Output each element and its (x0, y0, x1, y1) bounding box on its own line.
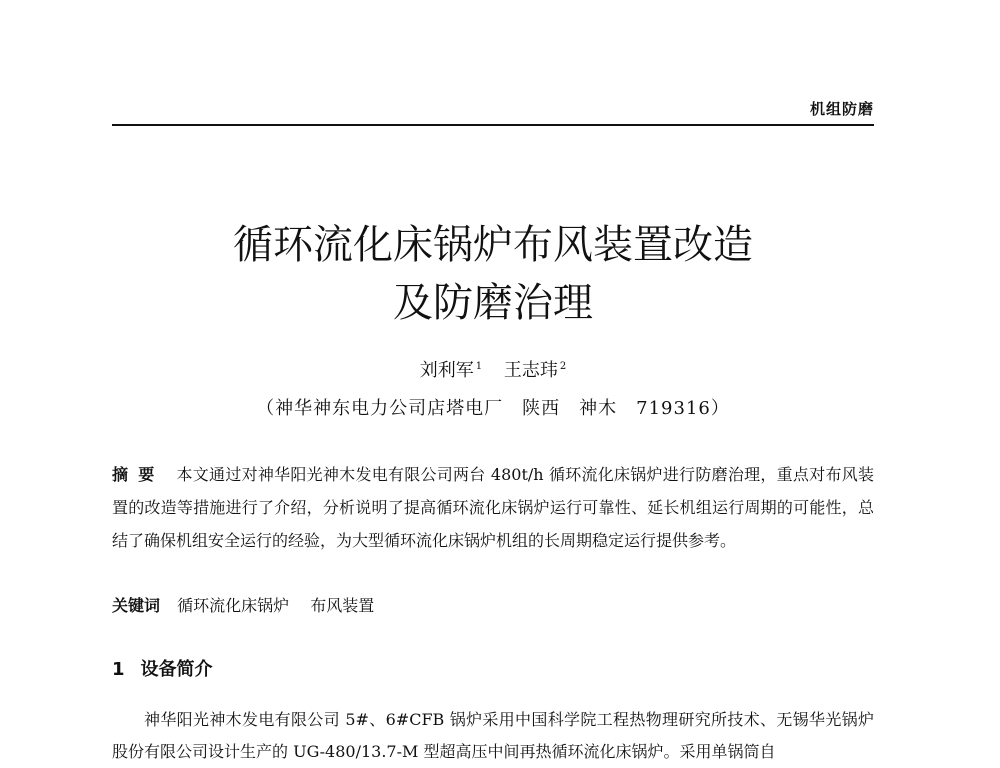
abstract (112, 458, 874, 557)
abstract-text: 本文通过对神华阳光神木发电有限公司两台 480t/h 循环流化床锅炉进行防磨治理，重点对布风装置的改造等措施进行了介绍，分析说明了提高循环流化床锅炉运行可靠性、延长机组运行周期的可能性，总结了确保机组安全运行的经验，为大型循环流化床锅炉机组的长周期稳定运行提供参考。 (112, 465, 874, 550)
running-header: 机组防磨 (809, 100, 874, 118)
keyword-1: 循环流化床锅炉 (177, 596, 290, 615)
author-1-name: 刘利军 (419, 360, 474, 381)
keyword-2: 布风装置 (310, 596, 375, 615)
section-title: 设备简介 (140, 659, 213, 680)
header-rule (112, 124, 874, 126)
body-paragraph: 神华阳光神木发电有限公司 5#、6#CFB 锅炉采用中国科学院工程热物理研究所技术、无锡华光锅炉股份有限公司设计生产的 UG-480/13.7-M 型超高压中间再热循环流化床锅炉。采用单锅筒自 (112, 710, 874, 761)
abstract-label: 摘要 (112, 465, 165, 484)
keywords (112, 593, 874, 616)
author-2 (504, 360, 566, 381)
author-1 (420, 360, 482, 381)
title-line-1: 循环流化床锅炉布风装置改造 (233, 222, 753, 268)
paper-title (112, 216, 874, 332)
keywords-label: 关键词 (112, 596, 161, 615)
author-list (112, 356, 874, 382)
section-number: 1 (112, 659, 125, 680)
author-2-mark: 2 (559, 361, 567, 372)
affiliation: （神华神东电力公司店塔电厂 陕西 神木 719316） (256, 398, 730, 419)
author-1-mark: 1 (475, 361, 483, 372)
title-line-2: 及防磨治理 (393, 280, 593, 326)
section-heading (112, 655, 874, 681)
author-2-name: 王志玮 (503, 360, 558, 381)
